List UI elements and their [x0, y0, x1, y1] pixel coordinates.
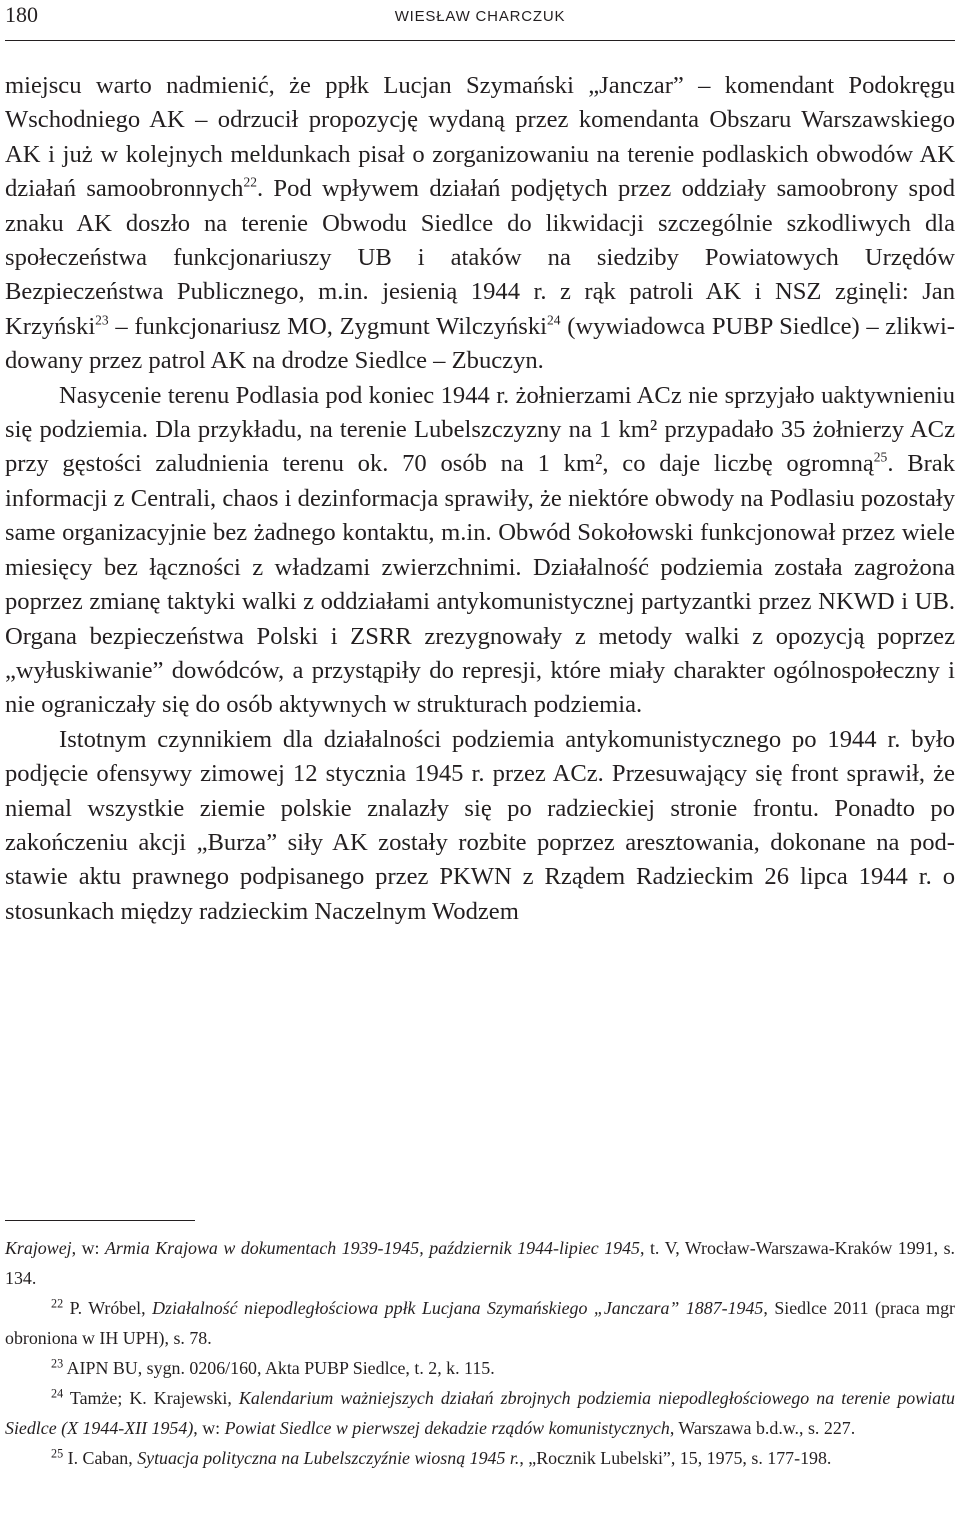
footnote-ref-22: 22	[243, 174, 257, 190]
footnote-25	[5, 1443, 955, 1473]
text-run: , t. V, Wrocław-Warszawa-Kraków 1991, s. 134.	[5, 1238, 956, 1288]
page-number: 180	[5, 2, 38, 27]
footnote-number: 23	[51, 1356, 64, 1371]
running-head: WIESŁAW CHARCZUK	[394, 8, 566, 25]
text-run: Tamże; K. Krajewski,	[63, 1388, 239, 1408]
footnote-separator	[5, 1220, 195, 1221]
text-run: I. Caban,	[63, 1448, 138, 1468]
text-run: . Brak informacji z Centrali, chaos i dezinformacja sprawiły, że niektóre obwody na Podlasiu pozostały same organizacyjnie bez żadnego kontaktu, m.in. Obwód Sokołowski funkcjonował przez wiele miesięcy bez łączności z władzami zwierzchnimi. Działalność podziemia została zagrożona poprzez zmianę taktyki walki z oddziałami antykomunistycznej partyzantki przez NKWD i UB. Organa bezpieczeństwa Polski i ZSRR zrezygnowały z metody walki z opozycją poprzez „wyłuskiwanie” dowódców, a przystąpiły do represji, które miały charakter ogólnospołeczny i nie ograniczały się do osób aktywnych w strukturach podziemia.	[5, 450, 955, 719]
text-run: miejscu warto nadmienić, że ppłk Lucjan Szymański „Janczar” – komendant Podokręgu Wschodniego AK – odrzucił propozycję wydaną przez komendanta Obszaru Warszawskiego AK i już w kolejnych meldunkach pisał o zorganizowaniu na terenie podlaskich obwodów AK działań samoobronnych	[5, 72, 955, 203]
main-text	[5, 69, 955, 929]
paragraph-3	[5, 723, 955, 929]
text-run: , w:	[193, 1418, 225, 1438]
text-run: P. Wróbel,	[63, 1298, 153, 1318]
footnote-number: 24	[51, 1386, 64, 1401]
footnote-continuation	[5, 1233, 955, 1293]
page-header	[5, 0, 955, 41]
text-run: (wywiadowca PUBP Siedlce) – zlikwidowany przez patrol AK na drodze Siedlce – Zbuczyn.	[5, 312, 955, 375]
footnote-ref-25: 25	[873, 449, 888, 465]
text-run: , w:	[71, 1238, 105, 1258]
footnote-23	[5, 1353, 955, 1383]
footnote-22	[5, 1293, 955, 1353]
text-run: . Pod wpływem działań podjętych przez oddziały samoobrony spod znaku AK doszło na terenie Obwodu Siedlce do likwidacji szczególnie szkodliwych dla społeczeństwa funkcjonariuszy UB i ataków na siedziby Powiatowych Urzędów Bezpieczeństwa Publicznego, m.in. jesienią 1944 r. z rąk patroli AK i NSZ zginęli: Jan Krzyński	[5, 175, 955, 340]
italic-title: Armia Krajowa w dokumentach 1939-1945, październik 1944-lipiec 1945	[105, 1238, 640, 1258]
italic-title: Sytuacja polityczna na Lubelszczyźnie wiosną 1945 r.	[137, 1448, 520, 1468]
footnote-ref-23: 23	[95, 312, 109, 328]
italic-title: Działalność niepodległościowa ppłk Lucjana Szymańskiego „Janczara” 1887-1945	[152, 1298, 764, 1318]
italic-title: Krajowej	[5, 1238, 72, 1258]
text-run: , Warszawa b.d.w., s. 227.	[669, 1418, 856, 1438]
paragraph-2	[5, 379, 955, 723]
text-run: – funkcjonariusz MO, Zygmunt Wilczyński	[108, 312, 548, 340]
footnote-24	[5, 1383, 955, 1443]
text-run: Istotnym czynnikiem dla działalności podziemia antykomunistycznego po 1944 r. było podjęcie ofensywy zimowej 12 stycznia 1945 r. przez ACz. Przesuwający się front sprawił, że niemal wszystkie ziemie polskie znalazły się po radzieckiej stronie frontu. Ponadto po zakończeniu akcji „Burza” siły AK zostały rozbite poprzez aresztowania, dokonane na podstawie aktu prawnego podpisanego przez PKWN z Rządem Radzieckim 26 lipca 1944 r. o stosunkach między radzieckim Naczelnym Wodzem	[5, 725, 955, 925]
footnote-number: 25	[51, 1446, 64, 1461]
footnote-number: 22	[51, 1296, 64, 1311]
footnote-ref-24: 24	[547, 312, 561, 328]
text-run: Nasycenie terenu Podlasia pod koniec 1944 r. żołnierzami ACz nie sprzyjało uaktywnieniu się podziemia. Dla przykładu, na terenie Lubelszczyzny na 1 km² przypadało 35 żołnierzy ACz przy gęstości zaludnienia terenu ok. 70 osób na 1 km², co daje liczbę ogromną	[5, 381, 955, 478]
book-page	[5, 0, 955, 1524]
paragraph-1	[5, 69, 955, 379]
text-run: AIPN BU, sygn. 0206/160, Akta PUBP Siedlce, t. 2, k. 115.	[63, 1358, 495, 1378]
footnotes	[5, 1233, 955, 1473]
italic-title: Kalendarium ważniejszych działań zbrojnych podziemia niepodległościowego na terenie powiatu Siedlce (X 1944-XII 1954)	[5, 1388, 955, 1438]
italic-title: Powiat Siedlce w pierwszej dekadzie rządów komunistycznych	[224, 1418, 670, 1438]
text-run: , Siedlce 2011 (praca mgr obroniona w IH UPH), s. 78.	[5, 1298, 956, 1348]
text-run: , „Rocznik Lubelski”, 15, 1975, s. 177-198.	[519, 1448, 832, 1468]
